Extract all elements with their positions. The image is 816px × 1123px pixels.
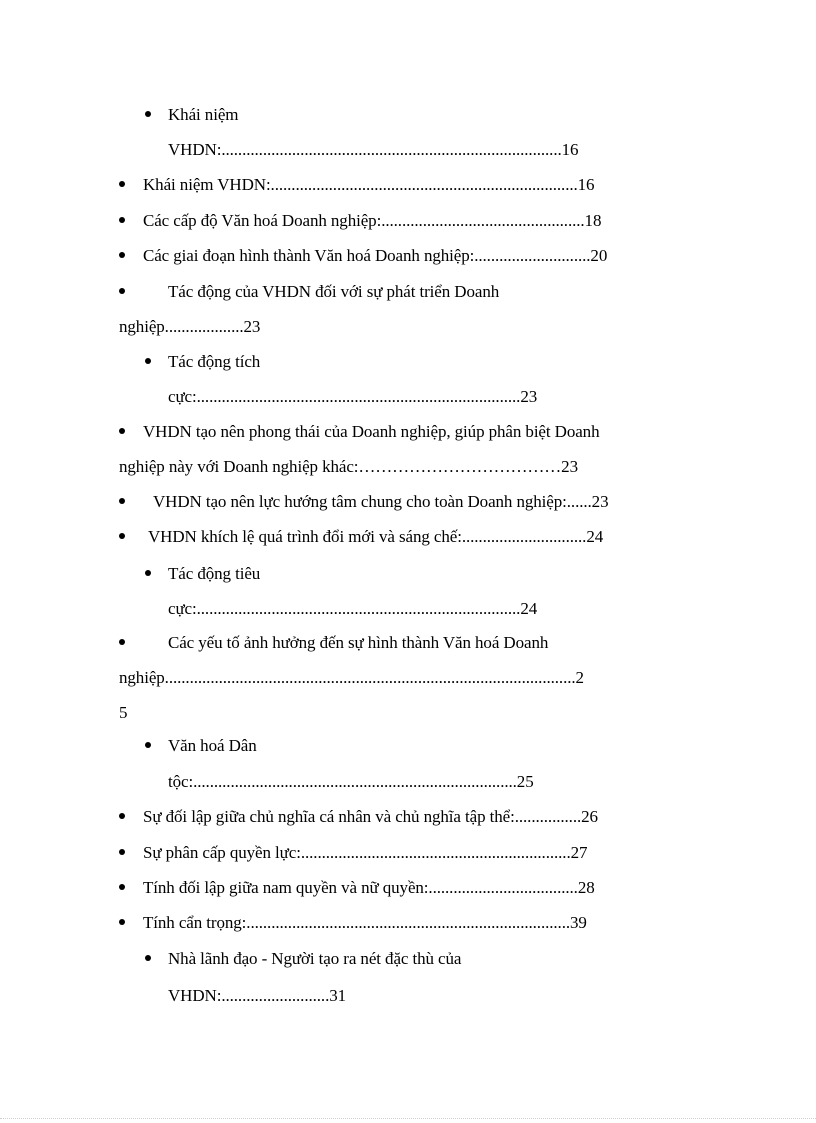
- bullet-icon: [119, 849, 125, 855]
- toc-entry-tich-cuc-page: cực:..............................................................................23: [168, 387, 538, 406]
- bullet-icon: [119, 288, 125, 294]
- bullet-icon: [145, 955, 151, 961]
- toc-entry-phong-thai-page: nghiệp này với Doanh nghiệp khác:………………………………23: [119, 457, 578, 476]
- bullet-icon: [119, 252, 125, 258]
- toc-entry-lanh-dao-page: VHDN:..........................31: [168, 986, 347, 1005]
- toc-entry-tac-dong-page: nghiệp...................23: [119, 317, 261, 336]
- bullet-icon: [119, 428, 125, 434]
- toc-entry-yeu-to-page-wrap: 5: [119, 703, 128, 722]
- toc-entry-giai-doan: Các giai đoạn hình thành Văn hoá Doanh nghiệp:............................20: [143, 246, 608, 265]
- toc-entry-tieu-cuc: Tác động tiêu: [168, 564, 261, 583]
- toc-entry-tieu-cuc-page: cực:..............................................................................24: [168, 599, 538, 618]
- bullet-icon: [119, 181, 125, 187]
- toc-entry-van-hoa-dan: Văn hoá Dân: [168, 736, 257, 755]
- bullet-icon: [145, 111, 151, 117]
- bullet-icon: [119, 639, 125, 645]
- toc-entry-nam-nu-quyen: Tính đối lập giữa nam quyền và nữ quyền:....................................28: [143, 878, 595, 897]
- toc-entry-khai-niem-vhdn: Khái niệm VHDN:..........................................................................16: [143, 175, 595, 194]
- page-bottom-divider: [0, 1118, 816, 1119]
- bullet-icon: [145, 570, 151, 576]
- toc-entry-yeu-to: Các yếu tố ảnh hưởng đến sự hình thành Văn hoá Doanh: [168, 633, 549, 652]
- toc-entry-yeu-to-page: nghiệp...................................................................................................2: [119, 668, 584, 687]
- bullet-icon: [119, 813, 125, 819]
- bullet-icon: [119, 919, 125, 925]
- toc-entry-lanh-dao: Nhà lãnh đạo - Người tạo ra nét đặc thù của: [168, 949, 462, 968]
- toc-entry-khai-niem: Khái niệm: [168, 105, 239, 124]
- toc-entry-ca-nhan-tap-the: Sự đối lập giữa chủ nghĩa cá nhân và chủ nghĩa tập thể:................26: [143, 807, 598, 826]
- toc-entry-khai-niem-page: VHDN:..................................................................................16: [168, 140, 579, 159]
- toc-entry-tac-dong: Tác động của VHDN đối với sự phát triển Doanh: [168, 282, 500, 301]
- bullet-icon: [119, 884, 125, 890]
- bullet-icon: [145, 358, 151, 364]
- toc-entry-can-trong: Tính cẩn trọng:..............................................................................39: [143, 913, 587, 932]
- toc-entry-doi-moi: VHDN khích lệ quá trình đổi mới và sáng chế:..............................24: [148, 527, 604, 546]
- toc-entry-cac-cap-do: Các cấp độ Văn hoá Doanh nghiệp:.................................................18: [143, 211, 602, 230]
- toc-entry-phong-thai: VHDN tạo nên phong thái của Doanh nghiệp, giúp phân biệt Doanh: [143, 422, 600, 441]
- bullet-icon: [119, 498, 125, 504]
- toc-entry-huong-tam: VHDN tạo nên lực hướng tâm chung cho toàn Doanh nghiệp:......23: [153, 492, 609, 511]
- bullet-icon: [119, 533, 125, 539]
- toc-entry-van-hoa-dan-page: tộc:..............................................................................25: [168, 772, 534, 791]
- bullet-icon: [145, 742, 151, 748]
- bullet-icon: [119, 217, 125, 223]
- toc-entry-phan-cap: Sự phân cấp quyền lực:.................................................................27: [143, 843, 588, 862]
- toc-entry-tich-cuc: Tác động tích: [168, 352, 261, 371]
